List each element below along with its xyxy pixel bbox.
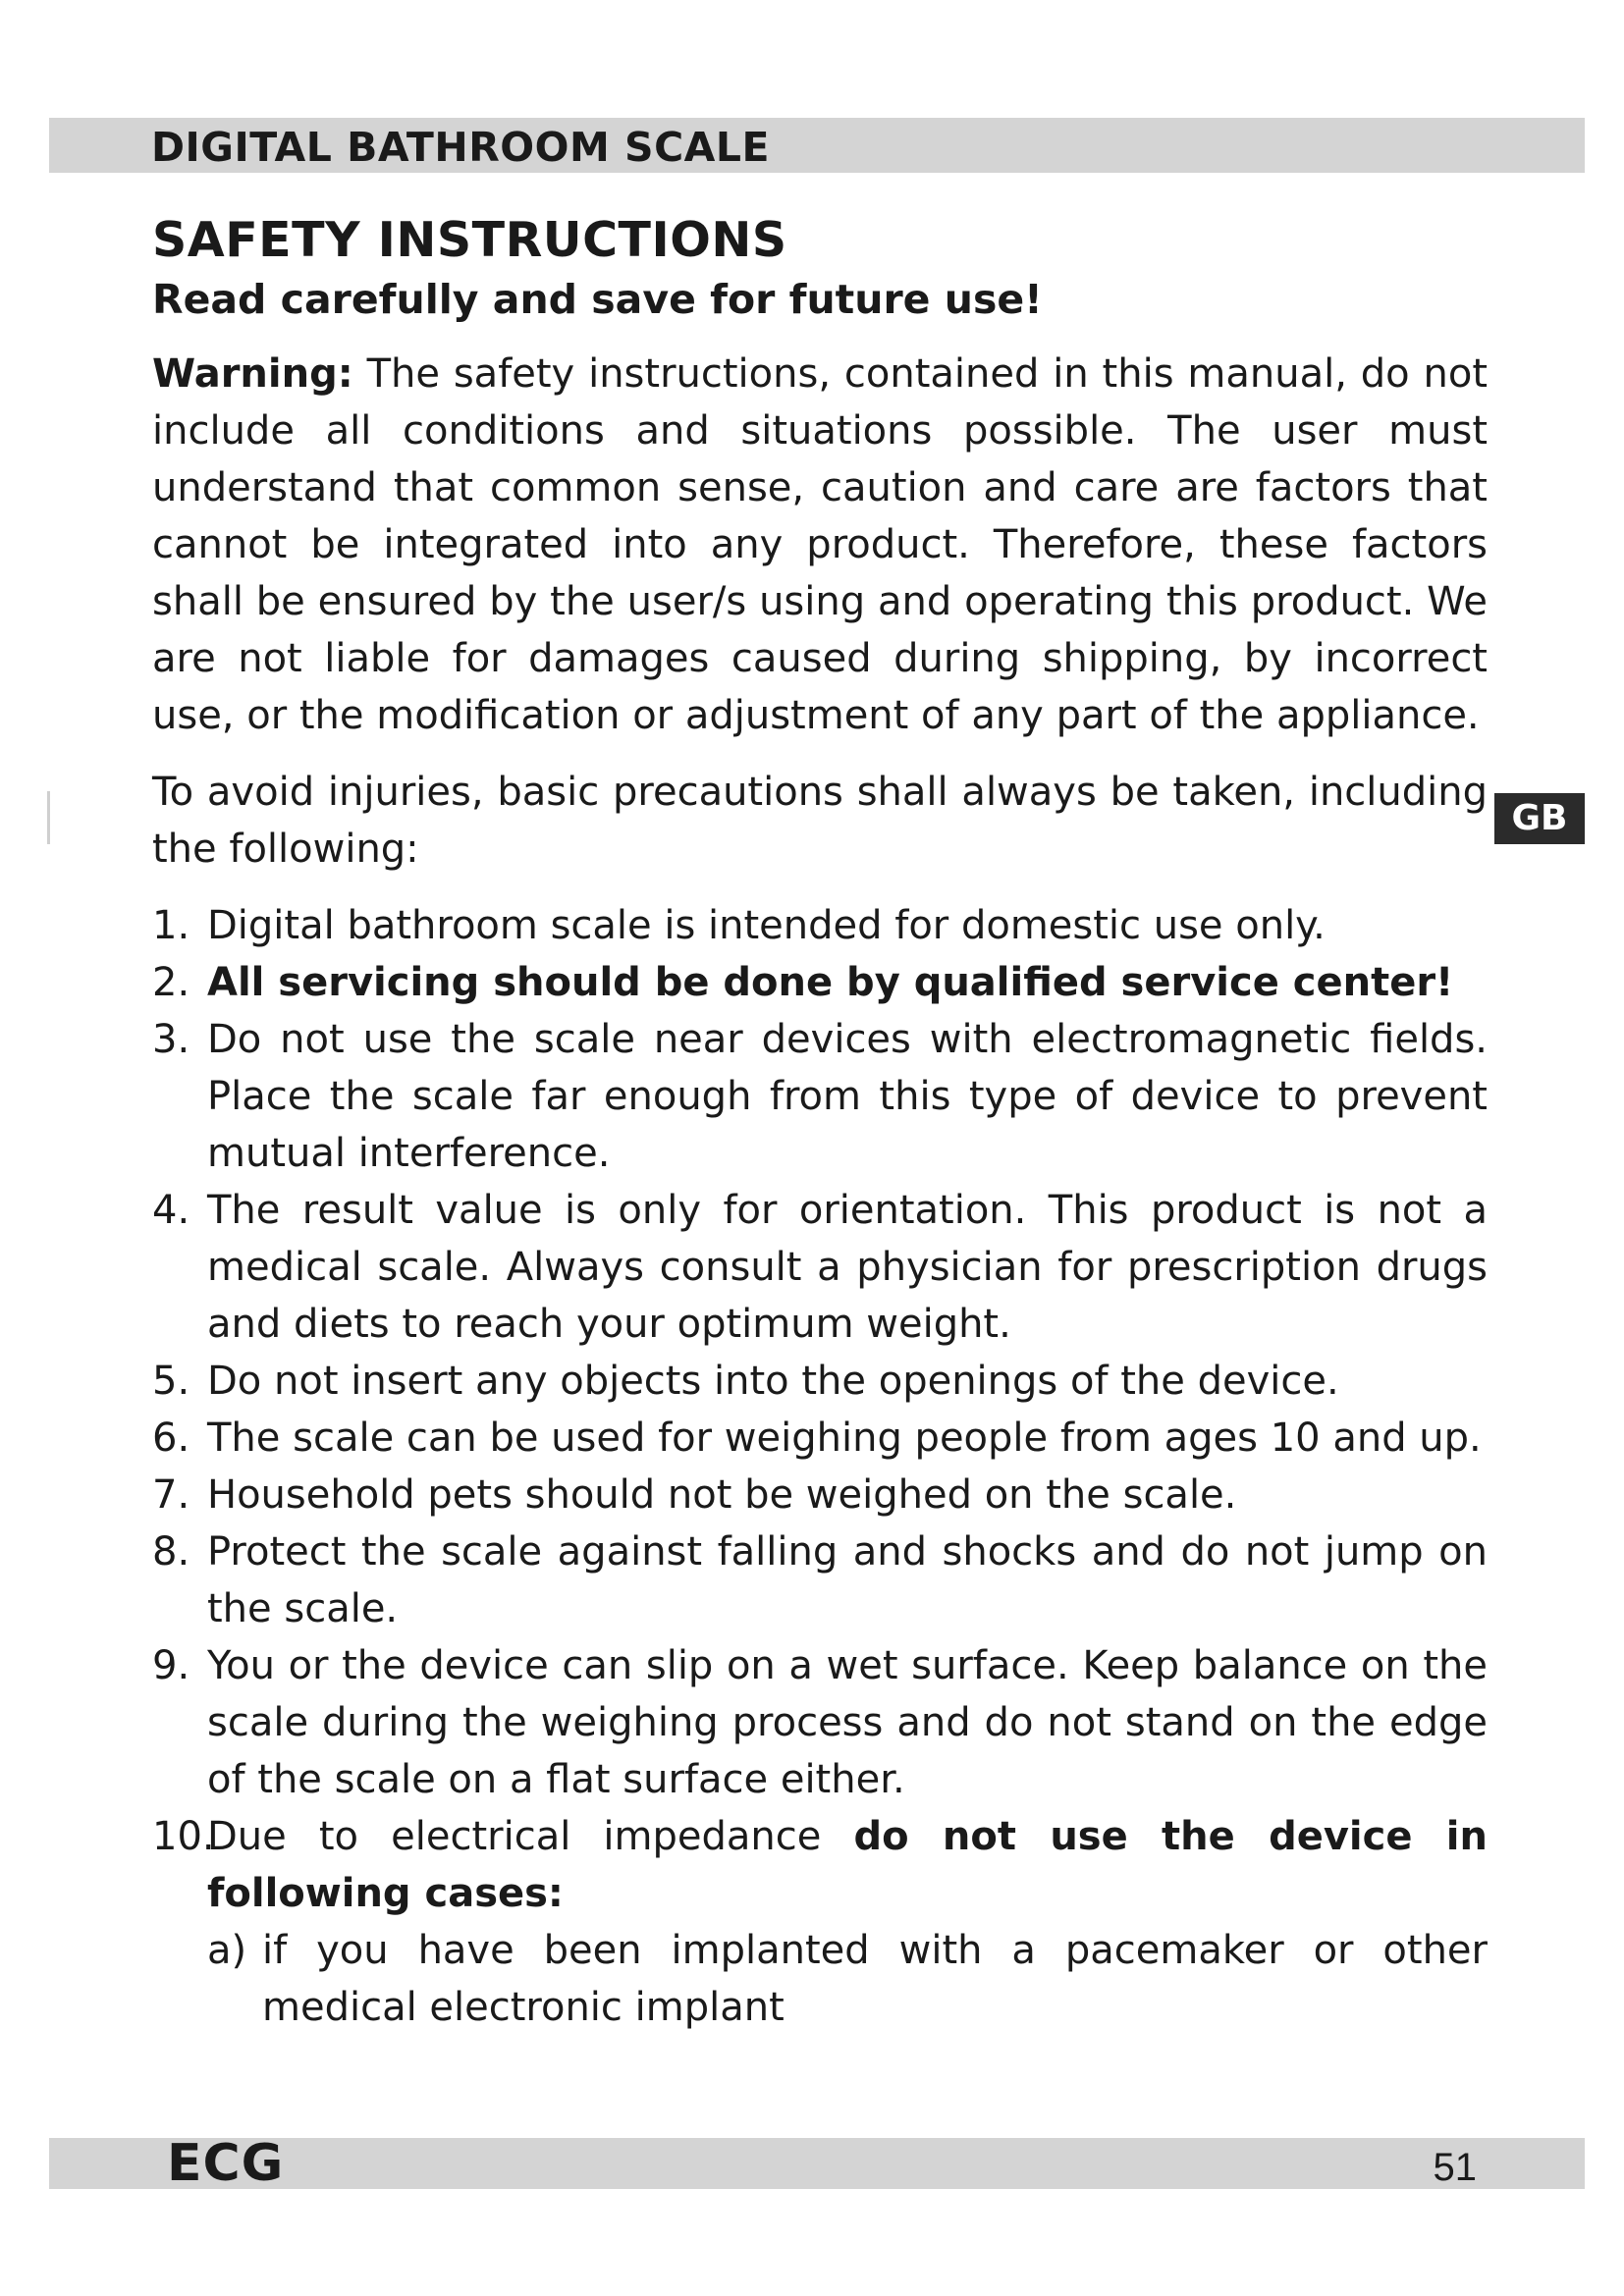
- list-item-number: 1.: [152, 903, 190, 948]
- list-item-number: 8.: [152, 1529, 190, 1575]
- list-item-bold-text: do not use the device in following cases:: [207, 1814, 1488, 1916]
- list-item: [152, 1182, 1488, 1353]
- ecg-logo: ECG: [167, 2134, 285, 2193]
- list-item-number: 6.: [152, 1415, 190, 1461]
- list-item-text: You or the device can slip on a wet surface. Keep balance on the scale during the weighing process and do not stand on the edge of the scale on a flat surface either.: [207, 1643, 1488, 1802]
- language-tab: GB: [1494, 793, 1585, 844]
- list-item: [152, 1410, 1488, 1467]
- list-item: [152, 1637, 1488, 1808]
- header-title: DIGITAL BATHROOM SCALE: [151, 124, 771, 171]
- list-item-text: Protect the scale against falling and shocks and do not jump on the scale.: [207, 1529, 1488, 1631]
- warning-label: Warning:: [152, 351, 353, 397]
- warning-text: The safety instructions, contained in this manual, do not include all conditions and situations possible. The user must understand that common sense, caution and care are factors that cannot be integrated into any product. Therefore, these factors shall be ensured by the user/s using and operating this product. We are not liable for damages caused during shipping, by incorrect use, or the modification or adjustment of any part of the appliance.: [152, 351, 1488, 738]
- list-item: [152, 954, 1488, 1011]
- list-item-number: 7.: [152, 1472, 190, 1518]
- page-number: 51: [1433, 2146, 1477, 2189]
- safety-list: [152, 897, 1488, 2036]
- list-item: [152, 1467, 1488, 1523]
- list-item-text: Do not use the scale near devices with electromagnetic fields. Place the scale far enough from this type of device to prevent mutual interference.: [207, 1017, 1488, 1176]
- sub-list-item-letter: a): [207, 1928, 247, 1973]
- list-item: [152, 1808, 1488, 2036]
- sub-list: [207, 1922, 1488, 2036]
- sub-list-item-text: if you have been implanted with a pacemaker or other medical electronic implant: [262, 1928, 1488, 2030]
- page-subtitle: Read carefully and save for future use!: [152, 276, 1043, 323]
- list-item-text: The result value is only for orientation. This product is not a medical scale. Always consult a physician for prescription drugs and diets to reach your optimum weight.: [207, 1188, 1488, 1347]
- list-item-text: Do not insert any objects into the openings of the device.: [207, 1359, 1339, 1404]
- list-item: [152, 897, 1488, 954]
- list-item: [152, 1523, 1488, 1637]
- list-item-text: All servicing should be done by qualified service center!: [207, 960, 1454, 1005]
- list-item: [152, 1011, 1488, 1182]
- list-item-number: 4.: [152, 1188, 190, 1233]
- header-band: [49, 118, 1585, 173]
- document-content: [152, 210, 1488, 2036]
- list-item-number: 3.: [152, 1017, 190, 1062]
- intro-paragraph: To avoid injuries, basic precautions shall always be taken, including the following:: [152, 770, 1488, 872]
- list-item-number: 5.: [152, 1359, 190, 1404]
- warning-paragraph: [152, 346, 1488, 744]
- list-item-text: Due to electrical impedance: [207, 1814, 854, 1859]
- list-item-number: 10.: [152, 1814, 215, 1859]
- list-item: [152, 1353, 1488, 1410]
- list-item-text: Digital bathroom scale is intended for domestic use only.: [207, 903, 1326, 948]
- list-item-text: The scale can be used for weighing people from ages 10 and up.: [207, 1415, 1482, 1461]
- sub-list-item: [207, 1922, 1488, 2036]
- page-title: SAFETY INSTRUCTIONS: [152, 212, 787, 268]
- list-item-number: 9.: [152, 1643, 190, 1688]
- list-item-text: Household pets should not be weighed on the scale.: [207, 1472, 1237, 1518]
- footer-band: [49, 2134, 1585, 2193]
- list-item-number: 2.: [152, 960, 190, 1005]
- page-edge-mark: [47, 791, 50, 844]
